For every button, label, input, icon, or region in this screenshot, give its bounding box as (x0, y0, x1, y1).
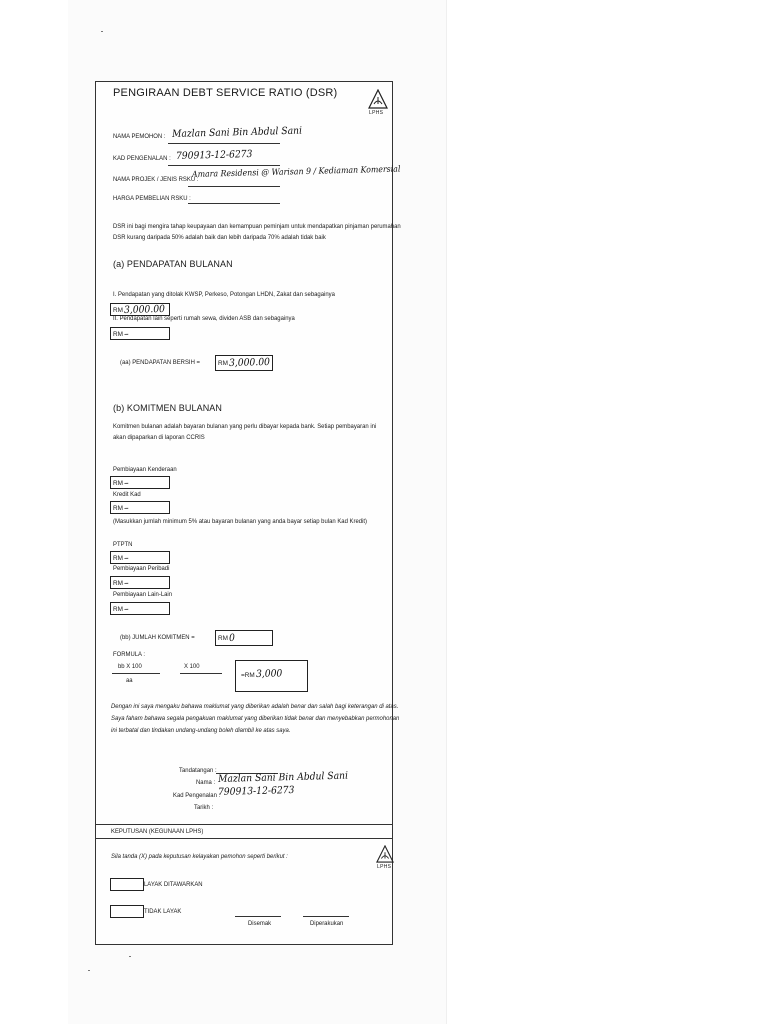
formula-result-bar (180, 673, 222, 674)
diperakukan-signature-line (303, 916, 349, 917)
currency-label: RM (113, 580, 123, 587)
pembiayaan-peribadi-field[interactable] (110, 576, 170, 589)
logo-text: LPHS (369, 110, 384, 116)
intro-line-2: DSR kurang daripada 50% adalah baik dan lebih daripada 70% adalah tidak baik (113, 234, 326, 241)
kredit-kad-note: (Masukkan jumlah minimum 5% atau bayaran bulanan yang anda bayar setiap bulan Kad Kredit) (113, 518, 368, 525)
harga-pembelian-label: HARGA PEMBELIAN RSKU : (113, 195, 191, 202)
harga-pembelian-underline (188, 203, 280, 204)
jumlah-komitmen-field[interactable] (215, 630, 273, 646)
keputusan-top-divider (96, 824, 392, 825)
signature-tarikh-label: Tarikh : (194, 804, 214, 811)
currency-label: RM (113, 480, 123, 487)
scan-speck (101, 31, 103, 32)
pendapatan-bersih-value: 3,000.00 (228, 356, 271, 369)
kredit-kad-label: Kredit Kad (113, 491, 141, 498)
tidak-layak-label: TIDAK LAYAK (144, 908, 182, 915)
nama-projek-label: NAMA PROJEK / JENIS RSKU : (113, 176, 199, 183)
formula-label: FORMULA : (113, 651, 145, 658)
formula-denominator: aa (126, 677, 133, 684)
ptptn-label: PTPTN (113, 541, 133, 548)
kad-pengenalan-underline (168, 165, 280, 166)
scan-speck (129, 956, 131, 957)
signature-kad-value[interactable]: 790913-12-6273 (217, 785, 295, 798)
currency-label: RM (218, 360, 228, 367)
tidak-layak-checkbox[interactable] (110, 905, 144, 918)
nama-projek-underline (188, 186, 280, 187)
lphs-logo (368, 89, 388, 116)
layak-ditawarkan-checkbox[interactable] (110, 878, 144, 891)
pembiayaan-kenderaan-label: Pembiayaan Kenderaan (113, 466, 177, 473)
currency-label: RM (113, 505, 123, 512)
section-b-heading: (b) KOMITMEN BULANAN (113, 403, 223, 413)
declaration-line-3: ini terbatal dan tindakan undang-undang boleh diambil ke atas saya. (111, 727, 291, 734)
signature-kad-label: Kad Pengenalan : (173, 792, 221, 799)
formula-result-field[interactable] (235, 660, 308, 692)
pembiayaan-peribadi-label: Pembiayaan Peribadi (113, 565, 170, 572)
komitmen-desc-line-1: Komitmen bulanan adalah bayaran bulanan yang perlu dibayar kepada bank. Setiap pembayaran ini (113, 423, 377, 430)
lphs-triangle-icon (376, 845, 394, 863)
nama-pemohon-value[interactable]: Mazlan Sani Bin Abdul Sani (171, 125, 303, 140)
currency-label: RM (113, 307, 123, 314)
keputusan-heading: KEPUTUSAN (KEGUNAAN LPHS) (111, 828, 204, 835)
disemak-label: Disemak (248, 920, 272, 927)
pendapatan-i-value: 3,000.00 (123, 303, 166, 316)
formula-result-value: 3,000 (255, 668, 283, 680)
section-a-heading: (a) PENDAPATAN BULANAN (113, 259, 233, 269)
dsr-form (95, 81, 401, 945)
komitmen-desc-line-2: akan dipaparkan di laporan CCRIS (113, 434, 205, 441)
form-title: PENGIRAAN DEBT SERVICE RATIO (DSR) (113, 87, 338, 99)
layak-ditawarkan-label: LAYAK DITAWARKAN (144, 881, 203, 888)
keputusan-instruction: Sila tanda (X) pada keputusan kelayakan pemohon seperti berikut : (111, 853, 288, 860)
formula-fraction-bar (112, 673, 160, 674)
currency-label: RM (113, 331, 123, 338)
disemak-signature-line (235, 916, 281, 917)
tandatangan-label: Tandatangan : (179, 767, 217, 774)
pendapatan-ii-label: II. Pendapatan lain seperti rumah sewa, dividen ASB dan sebagainya (113, 315, 295, 322)
pembiayaan-peribadi-value: – (123, 577, 129, 589)
logo-text-small: LPHS (377, 864, 392, 870)
pembiayaan-lain-label: Pembiayaan Lain-Lain (113, 591, 173, 598)
pendapatan-ii-value: – (123, 328, 129, 340)
lphs-triangle-icon (368, 89, 388, 109)
signature-nama-value[interactable]: Mazlan Sani Bin Abdul Sani (217, 770, 349, 785)
pendapatan-bersih-label: (aa) PENDAPATAN BERSIH = (120, 359, 200, 366)
intro-line-1: DSR ini bagi mengira tahap keupayaan dan kemampuan peminjam untuk mendapatkan pinjaman perumahan (113, 223, 401, 230)
pembiayaan-lain-value: – (123, 603, 129, 615)
pendapatan-i-label: I. Pendapatan yang ditolak KWSP, Perkeso, Potongan LHDN, Zakat dan sebagainya (113, 291, 335, 298)
declaration-line-2: Saya faham bahawa segala pengakuan maklumat yang diberikan tidak benar dan menyebabkan permohonan (111, 715, 400, 722)
currency-label: RM (113, 555, 123, 562)
keputusan-heading-divider (96, 838, 392, 839)
scan-speck (88, 970, 90, 971)
kad-pengenalan-value[interactable]: 790913-12-6273 (175, 149, 253, 162)
kredit-kad-field[interactable] (110, 501, 170, 514)
formula-result-prefix: =RM (241, 672, 255, 679)
currency-label: RM (113, 606, 123, 613)
formula-x100: X 100 (184, 663, 200, 670)
kad-pengenalan-label: KAD PENGENALAN : (113, 155, 171, 162)
kredit-kad-value: – (123, 502, 129, 514)
pendapatan-ii-field[interactable] (110, 327, 170, 340)
nama-pemohon-label: NAMA PEMOHON : (113, 133, 166, 140)
pembiayaan-lain-field[interactable] (110, 602, 170, 615)
ptptn-field[interactable] (110, 551, 170, 564)
pembiayaan-kenderaan-value: – (123, 477, 129, 489)
pembiayaan-kenderaan-field[interactable] (110, 476, 170, 489)
nama-pemohon-underline (168, 143, 280, 144)
jumlah-komitmen-value: 0 (228, 632, 236, 644)
pendapatan-bersih-field[interactable] (215, 355, 273, 371)
declaration-line-1: Dengan ini saya mengaku bahawa maklumat yang diberikan adalah benar dan salah bagi keterangan di atas. (111, 703, 399, 710)
formula-numerator: bb X 100 (118, 663, 142, 670)
currency-label: RM (218, 635, 228, 642)
diperakukan-label: Diperakukan (310, 920, 344, 927)
lphs-logo-small (376, 845, 394, 870)
nama-projek-value[interactable]: Amara Residensi @ Warisan 9 / Kediaman Komersial (191, 164, 401, 180)
jumlah-komitmen-label: (bb) JUMLAH KOMITMEN = (120, 634, 195, 641)
ptptn-value: – (123, 552, 129, 564)
signature-nama-label: Nama : (196, 779, 216, 786)
